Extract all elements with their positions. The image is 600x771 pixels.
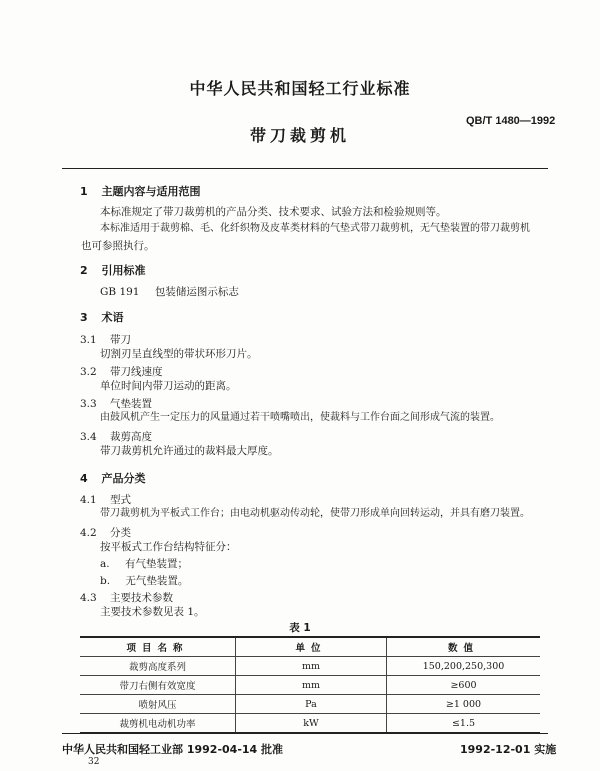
table-cell: 裁剪机电动机功率 (80, 714, 236, 734)
section-1-paragraph-2: 本标准适用于裁剪棉、毛、化纤织物及皮革类材料的气垫式带刀裁剪机，无气垫装置的带刀裁剪机 (100, 223, 530, 234)
subsection-title: 分类 (110, 527, 132, 539)
term-3-4 (80, 429, 152, 444)
list-label: a. (100, 558, 110, 570)
table-row (80, 676, 540, 695)
table-cell: ≥1 000 (387, 695, 541, 714)
term-number: 3.1 (80, 334, 97, 346)
subsection-number: 4.3 (80, 592, 97, 604)
subsection-title: 主要技术参数 (110, 592, 174, 604)
term-number: 3.4 (80, 431, 97, 443)
subsection-number: 4.1 (80, 494, 97, 506)
table-cell: 150,200,250,300 (387, 657, 541, 676)
term-definition: 单位时间内带刀运动的距离。 (100, 380, 237, 392)
list-text: 有气垫装置； (124, 558, 188, 570)
standard-number: QB/T 1480—1992 (466, 115, 556, 127)
table-cell: mm (236, 657, 387, 676)
term-name: 气垫装置 (110, 398, 153, 410)
table-header-row (80, 637, 540, 657)
list-item-b (100, 573, 188, 589)
table-cell: ≥600 (387, 676, 541, 695)
section-3-heading (80, 309, 124, 325)
term-definition: 切割刃呈直线型的带状环形刀片。 (100, 348, 258, 360)
subsection-4-2-intro: 按平板式工作台结构特征分： (100, 541, 237, 553)
term-name: 带刀 (110, 334, 132, 346)
page-number: 32 (88, 757, 100, 767)
term-3-3 (80, 396, 152, 411)
section-title: 术语 (101, 311, 124, 324)
section-number: 3 (80, 311, 88, 324)
table-cell: kW (236, 714, 387, 734)
subsection-4-1 (80, 492, 131, 507)
table-cell: 带刀右侧有效宽度 (80, 676, 236, 695)
column-header: 数值 (387, 637, 541, 657)
column-header: 项目名称 (80, 637, 236, 657)
table-cell: ≤1.5 (387, 714, 541, 734)
subsection-number: 4.2 (80, 527, 97, 539)
list-text: 无气垫装置。 (125, 575, 189, 587)
header-rule (62, 168, 548, 169)
issuing-organization: 中华人民共和国轻工行业标准 (189, 79, 411, 98)
section-number: 2 (80, 264, 88, 277)
term-3-1 (80, 332, 131, 347)
subsection-4-3 (80, 590, 173, 605)
table-row (80, 695, 540, 714)
reference-title: 包装储运图示标志 (154, 286, 239, 298)
term-number: 3.3 (80, 398, 97, 410)
section-1-heading (80, 183, 201, 199)
section-number: 1 (80, 185, 88, 198)
list-item-a (100, 556, 188, 572)
implementation-date: 1992-12-01 实施 (460, 743, 557, 756)
footer-rule (62, 733, 548, 734)
parameter-table (80, 636, 540, 734)
term-name: 裁剪高度 (110, 431, 153, 443)
section-4-heading (80, 470, 146, 486)
subsection-4-3-intro: 主要技术参数见表 1。 (100, 606, 205, 618)
table-cell: Pa (236, 695, 387, 714)
subsection-4-2 (80, 525, 131, 540)
table-cell: mm (236, 676, 387, 695)
subsection-4-1-text: 带刀裁剪机为平板式工作台；由电动机驱动传动轮，使带刀形成单向回转运动，并具有磨刀装置。 (100, 508, 530, 519)
table-cell: 喷射风压 (80, 695, 236, 714)
term-definition: 带刀裁剪机允许通过的裁料最大厚度。 (100, 445, 279, 457)
table-row (80, 714, 540, 734)
list-label: b. (100, 575, 111, 587)
column-header: 单位 (236, 637, 387, 657)
document-title: 带刀裁剪机 (249, 126, 350, 145)
term-definition: 由鼓风机产生一定压力的风量通过若干喷嘴喷出，使裁料与工作台面之间形成气流的装置。 (100, 412, 500, 423)
section-title: 引用标准 (101, 264, 146, 277)
section-title: 产品分类 (101, 472, 146, 485)
term-name: 带刀线速度 (110, 366, 163, 378)
section-1-paragraph-2-cont: 也可参照执行。 (81, 240, 155, 252)
section-2-heading (80, 262, 146, 278)
table-caption: 表 1 (289, 622, 311, 634)
section-number: 4 (80, 472, 88, 485)
approval-note: 中华人民共和国轻工业部 1992-04-14 批准 (62, 743, 284, 756)
reference-code: GB 191 (100, 286, 140, 298)
term-3-2 (80, 364, 163, 379)
table-cell: 裁剪高度系列 (80, 657, 236, 676)
section-1-paragraph-1: 本标准规定了带刀裁剪机的产品分类、技术要求、试验方法和检验规则等。 (100, 206, 447, 218)
section-title: 主题内容与适用范围 (101, 185, 201, 198)
reference-standard (100, 284, 239, 300)
term-number: 3.2 (80, 366, 97, 378)
table-row (80, 657, 540, 676)
subsection-title: 型式 (110, 494, 132, 506)
